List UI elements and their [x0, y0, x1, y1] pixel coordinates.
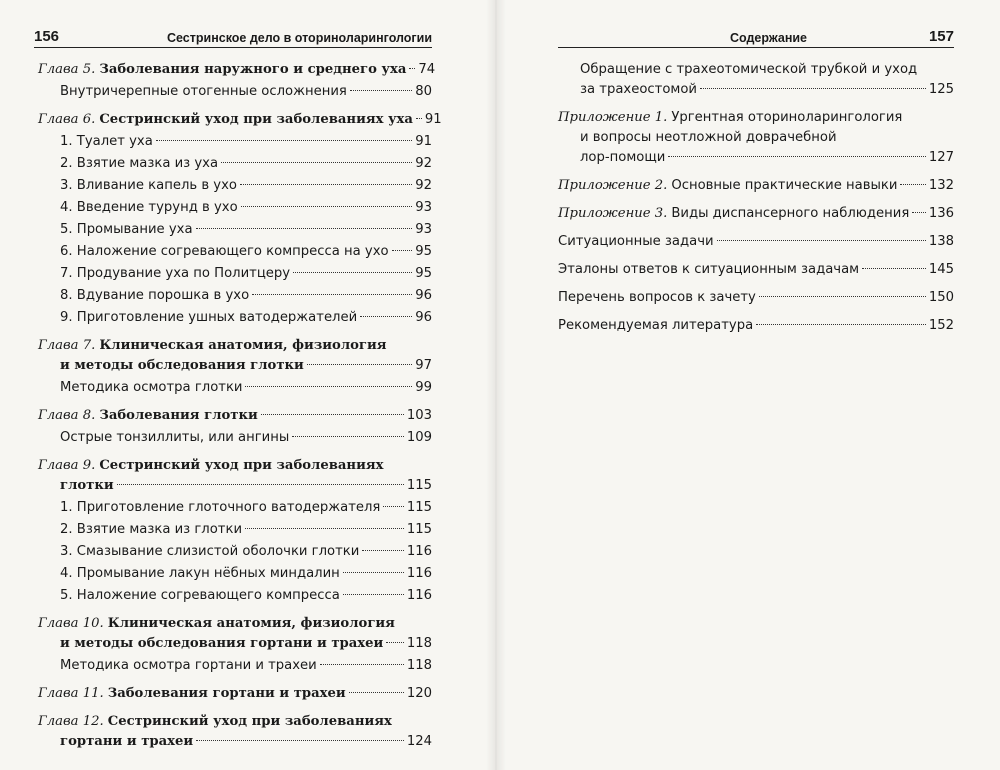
right-running-title: Содержание: [730, 31, 808, 45]
chapter-label: Глава 10.: [38, 616, 104, 631]
toc-line: [38, 110, 442, 130]
toc-subentry: [38, 264, 432, 284]
page-number: 93: [415, 200, 432, 215]
page-number: 91: [424, 112, 442, 127]
page-number: 118: [406, 658, 432, 673]
toc-line: [60, 586, 432, 606]
toc-subentry: [558, 60, 954, 100]
section-title: Ситуационные задачи: [558, 234, 714, 249]
toc-subentry: [38, 564, 432, 584]
toc-line: [38, 476, 432, 496]
page-number: 95: [415, 266, 432, 281]
toc-appendix: [558, 108, 954, 168]
section-title: Перечень вопросов к зачету: [558, 290, 756, 305]
toc-subentry: [38, 520, 432, 540]
page-number: 124: [406, 734, 432, 749]
dot-leader: [196, 228, 413, 229]
page-number: 103: [406, 408, 432, 423]
subentry-title: 1. Туалет уха: [60, 134, 153, 149]
right-running-header: [558, 28, 954, 45]
toc-subentry: [38, 154, 432, 174]
appendix-title: Виды диспансерного наблюдения: [671, 206, 910, 221]
toc-line: [60, 564, 432, 584]
dot-leader: [416, 118, 422, 119]
page-number: 91: [415, 134, 432, 149]
dot-leader: [900, 184, 925, 185]
toc-subentry: [38, 428, 432, 448]
page-number: 115: [406, 500, 432, 515]
page-number: 99: [415, 380, 432, 395]
toc-line: [60, 286, 432, 306]
dot-leader: [349, 692, 404, 693]
left-page: [0, 0, 490, 770]
toc-chapter: [38, 712, 432, 752]
section-title: Рекомендуемая литература: [558, 318, 754, 333]
dot-leader: [241, 206, 413, 207]
page-number: 116: [406, 566, 432, 581]
left-running-header: [34, 28, 432, 45]
toc-line: [558, 108, 954, 128]
toc-line: [38, 336, 432, 356]
dot-leader: [360, 316, 412, 317]
chapter-title: Сестринский уход при заболеваниях: [107, 714, 392, 729]
toc-chapter: [38, 406, 432, 426]
toc-line: [558, 128, 954, 148]
page-number: 150: [928, 290, 954, 305]
subentry-title: 9. Приготовление ушных ватодержателей: [60, 310, 358, 325]
toc-line: [38, 732, 432, 752]
chapter-title-cont: глотки: [60, 478, 114, 493]
chapter-label: Глава 6.: [38, 112, 96, 127]
toc-line: [558, 80, 954, 100]
page-number: 95: [415, 244, 432, 259]
toc-line: [60, 378, 432, 398]
page-number: 136: [928, 206, 954, 221]
page-number: 115: [406, 478, 432, 493]
dot-leader: [756, 324, 926, 325]
page-number: 116: [406, 544, 432, 559]
toc-subentry: [38, 586, 432, 606]
page-number: 93: [415, 222, 432, 237]
page-number: 116: [406, 588, 432, 603]
dot-leader: [343, 594, 404, 595]
toc-line: [38, 456, 432, 476]
dot-leader: [386, 642, 403, 643]
toc-chapter: [38, 684, 432, 704]
page-number: 120: [406, 686, 432, 701]
appendix-title-cont: и вопросы неотложной доврачебной: [580, 130, 837, 145]
toc-line: [38, 712, 432, 732]
page-number: 132: [928, 178, 954, 193]
toc-chapter: [38, 336, 432, 376]
subentry-title: Методика осмотра глотки: [60, 380, 243, 395]
toc-line: [38, 356, 432, 376]
toc-line: [38, 614, 432, 634]
chapter-title-cont: гортани и трахеи: [60, 734, 194, 749]
toc-line: [60, 308, 432, 328]
subentry-title: 4. Введение турунд в ухо: [60, 200, 238, 215]
toc-line: [38, 634, 432, 654]
subentry-title: 8. Вдувание порошка в ухо: [60, 288, 250, 303]
appendix-label: Приложение 1.: [558, 110, 668, 125]
dot-leader: [862, 268, 926, 269]
toc-subentry: [38, 176, 432, 196]
toc-line: [60, 198, 432, 218]
subentry-title: 5. Промывание уха: [60, 222, 193, 237]
toc-line: [60, 428, 432, 448]
dot-leader: [245, 386, 412, 387]
page-number: 138: [928, 234, 954, 249]
toc-subentry: [38, 198, 432, 218]
left-header-rule: [34, 47, 432, 48]
chapter-title: Клиническая анатомия, физиология: [107, 616, 395, 631]
page-number: 118: [406, 636, 432, 651]
right-page: [500, 0, 1000, 770]
toc-section: [558, 288, 954, 308]
page-number: 125: [928, 82, 954, 97]
appendix-title: Ургентная оториноларингология: [671, 110, 903, 125]
right-header-rule: [558, 47, 954, 48]
subentry-title: Острые тонзиллиты, или ангины: [60, 430, 290, 445]
section-title: Эталоны ответов к ситуационным задачам: [558, 262, 860, 277]
dot-leader: [221, 162, 412, 163]
dot-leader: [668, 156, 926, 157]
toc-subentry: [38, 308, 432, 328]
toc-subentry: [38, 286, 432, 306]
toc-line: [38, 684, 432, 704]
dot-leader: [117, 484, 404, 485]
chapter-label: Глава 8.: [38, 408, 96, 423]
toc-subentry: [38, 242, 432, 262]
subentry-title-cont: за трахеостомой: [580, 82, 697, 97]
subentry-title: 5. Наложение согревающего компресса: [60, 588, 340, 603]
toc-line: [558, 260, 954, 280]
page-number: 115: [406, 522, 432, 537]
dot-leader: [307, 364, 412, 365]
page-number: 92: [415, 178, 432, 193]
dot-leader: [700, 88, 926, 89]
subentry-title: 3. Смазывание слизистой оболочки глотки: [60, 544, 360, 559]
toc-appendix: [558, 176, 954, 196]
toc-line: [558, 288, 954, 308]
toc-line: [60, 242, 432, 262]
chapter-label: Глава 5.: [38, 62, 96, 77]
toc-subentry: [38, 378, 432, 398]
dot-leader: [409, 68, 415, 69]
right-toc: [558, 60, 954, 336]
dot-leader: [912, 212, 926, 213]
dot-leader: [383, 506, 403, 507]
subentry-title: 4. Промывание лакун нёбных миндалин: [60, 566, 340, 581]
dot-leader: [717, 240, 926, 241]
toc-line: [60, 132, 432, 152]
page-number: 92: [415, 156, 432, 171]
toc-line: [558, 316, 954, 336]
dot-leader: [240, 184, 412, 185]
subentry-title: Методика осмотра гортани и трахеи: [60, 658, 317, 673]
toc-line: [60, 542, 432, 562]
toc-line: [38, 60, 436, 80]
page-number: 97: [415, 358, 432, 373]
toc-line: [60, 520, 432, 540]
dot-leader: [292, 436, 404, 437]
toc-section: [558, 260, 954, 280]
toc-line: [558, 148, 954, 168]
dot-leader: [252, 294, 412, 295]
toc-subentry: [38, 656, 432, 676]
dot-leader: [759, 296, 926, 297]
dot-leader: [261, 414, 404, 415]
page-number: 127: [928, 150, 954, 165]
toc-line: [558, 204, 954, 224]
subentry-title: Обращение с трахеотомической трубкой и уход: [580, 62, 918, 77]
subentry-title: 6. Наложение согревающего компресса на ухо: [60, 244, 389, 259]
toc-subentry: [38, 82, 432, 102]
toc-line: [38, 406, 432, 426]
toc-chapter: [38, 110, 442, 130]
toc-subentry: [38, 542, 432, 562]
toc-section: [558, 316, 954, 336]
appendix-title: Основные практические навыки: [671, 178, 898, 193]
toc-chapter: [38, 456, 432, 496]
toc-chapter: [38, 614, 432, 654]
dot-leader: [245, 528, 404, 529]
page-number: 109: [406, 430, 432, 445]
toc-appendix: [558, 204, 954, 224]
subentry-title: Внутричерепные отогенные осложнения: [60, 84, 347, 99]
right-page-number: 157: [928, 28, 954, 45]
chapter-label: Глава 7.: [38, 338, 96, 353]
toc-line: [60, 264, 432, 284]
toc-subentry: [38, 132, 432, 152]
dot-leader: [156, 140, 412, 141]
page-number: 74: [418, 62, 436, 77]
chapter-label: Глава 9.: [38, 458, 96, 473]
page-number: 96: [415, 288, 432, 303]
toc-line: [558, 232, 954, 252]
toc-line: [60, 498, 432, 518]
chapter-title: Клиническая анатомия, физиология: [99, 338, 387, 353]
toc-line: [60, 82, 432, 102]
subentry-title: 3. Вливание капель в ухо: [60, 178, 237, 193]
subentry-title: 1. Приготовление глоточного ватодержателя: [60, 500, 381, 515]
page-number: 152: [928, 318, 954, 333]
chapter-title: Заболевания глотки: [99, 408, 258, 423]
dot-leader: [320, 664, 404, 665]
chapter-title: Сестринский уход при заболеваниях: [99, 458, 384, 473]
toc-chapter: [38, 60, 436, 80]
dot-leader: [196, 740, 404, 741]
chapter-title-cont: и методы обследования гортани и трахеи: [60, 636, 384, 651]
toc-line: [558, 60, 954, 80]
subentry-title: 2. Взятие мазка из глотки: [60, 522, 243, 537]
dot-leader: [392, 250, 413, 251]
chapter-title-cont: и методы обследования глотки: [60, 358, 304, 373]
dot-leader: [293, 272, 412, 273]
toc-line: [60, 656, 432, 676]
page-number: 96: [415, 310, 432, 325]
page-number: 80: [415, 84, 432, 99]
toc-subentry: [38, 498, 432, 518]
left-toc: [38, 60, 442, 752]
chapter-title: Заболевания наружного и среднего уха: [99, 62, 407, 77]
toc-subentry: [38, 220, 432, 240]
appendix-title-cont: лор-помощи: [580, 150, 666, 165]
dot-leader: [343, 572, 404, 573]
appendix-label: Приложение 3.: [558, 206, 668, 221]
chapter-label: Глава 11.: [38, 686, 104, 701]
toc-section: [558, 232, 954, 252]
subentry-title: 7. Продувание уха по Политцеру: [60, 266, 291, 281]
chapter-label: Глава 12.: [38, 714, 104, 729]
subentry-title: 2. Взятие мазка из уха: [60, 156, 219, 171]
left-page-number: 156: [34, 28, 60, 45]
toc-line: [558, 176, 954, 196]
appendix-label: Приложение 2.: [558, 178, 668, 193]
chapter-title: Заболевания гортани и трахеи: [107, 686, 346, 701]
page-number: 145: [928, 262, 954, 277]
left-running-title: Сестринское дело в оториноларингологии: [166, 31, 432, 45]
toc-line: [60, 154, 432, 174]
chapter-title: Сестринский уход при заболеваниях уха: [99, 112, 413, 127]
dot-leader: [350, 90, 412, 91]
dot-leader: [362, 550, 404, 551]
toc-line: [60, 176, 432, 196]
toc-line: [60, 220, 432, 240]
